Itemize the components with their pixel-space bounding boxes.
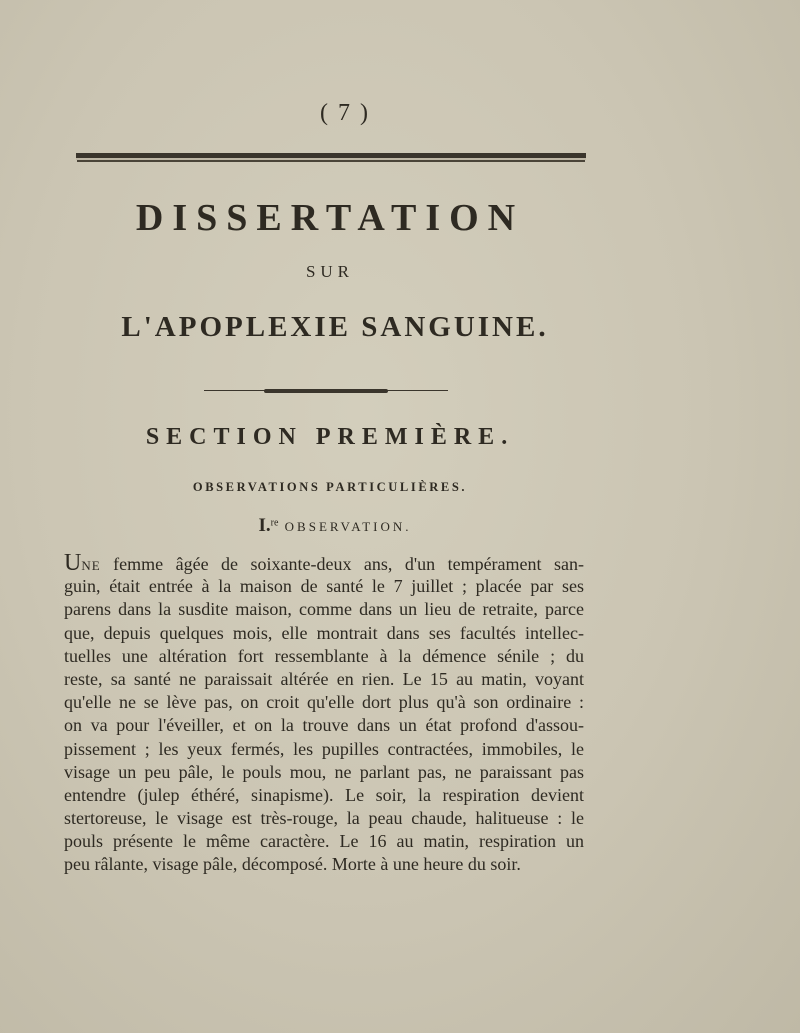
initial-letter: U	[64, 550, 82, 576]
observation-heading	[220, 515, 450, 537]
text-line: peu râlante, visage pâle, décomposé. Morte à une heure du soir.	[64, 854, 521, 875]
page-number: ( 7 )	[320, 100, 370, 126]
title-connector: SUR	[305, 262, 355, 281]
first-word-smallcaps: NE	[81, 558, 101, 573]
page-title: DISSERTATION	[135, 197, 525, 239]
text-line: entendre (julep éthéré, sinapisme). Le soir, la respiration devient	[64, 784, 584, 805]
text-line: reste, sa santé ne paraissait altérée en rien. Le 15 au matin, voyant	[64, 668, 584, 689]
observation-text	[64, 552, 584, 877]
observation-number: I.	[258, 515, 271, 536]
text-line: guin, était entrée à la maison de santé le 7 juillet ; placée par ses	[64, 576, 584, 597]
title-subject: L'APOPLEXIE SANGUINE.	[121, 311, 549, 343]
first-line-text: femme âgée de soixante-deux ans, d'un tempérament san-	[100, 554, 584, 574]
text-line: tuelles une altération fort ressemblante à la démence sénile ; du	[64, 645, 584, 666]
text-line: parens dans la susdite maison, comme dans un lieu de retraite, parce	[64, 599, 584, 620]
section-heading: SECTION PREMIÈRE.	[145, 424, 515, 450]
ornamental-rule	[204, 389, 448, 392]
text-line: stertoreuse, le visage est très-rouge, la peau chaude, halitueuse : le	[64, 808, 584, 829]
text-line	[64, 552, 584, 575]
text-line: pissement ; les yeux fermés, les pupilles contractées, immobiles, le	[64, 738, 584, 759]
observation-number-suffix: re	[270, 517, 279, 529]
text-line: qu'elle ne se lève pas, on croit qu'elle dort plus qu'à son ordinaire :	[64, 692, 584, 713]
subsection-heading: OBSERVATIONS PARTICULIÈRES.	[192, 480, 468, 494]
text-line: pouls présente le même caractère. Le 16 au matin, respiration un	[64, 831, 584, 852]
text-line: que, depuis quelques mois, elle montrait dans ses facultés intellec-	[64, 622, 584, 643]
top-rule	[76, 153, 586, 160]
text-line: visage un peu pâle, le pouls mou, ne parlant pas, ne paraissant pas	[64, 761, 584, 782]
observation-label: OBSERVATION.	[284, 519, 412, 534]
text-line: on va pour l'éveiller, et on la trouve dans un état profond d'assou-	[64, 715, 584, 736]
